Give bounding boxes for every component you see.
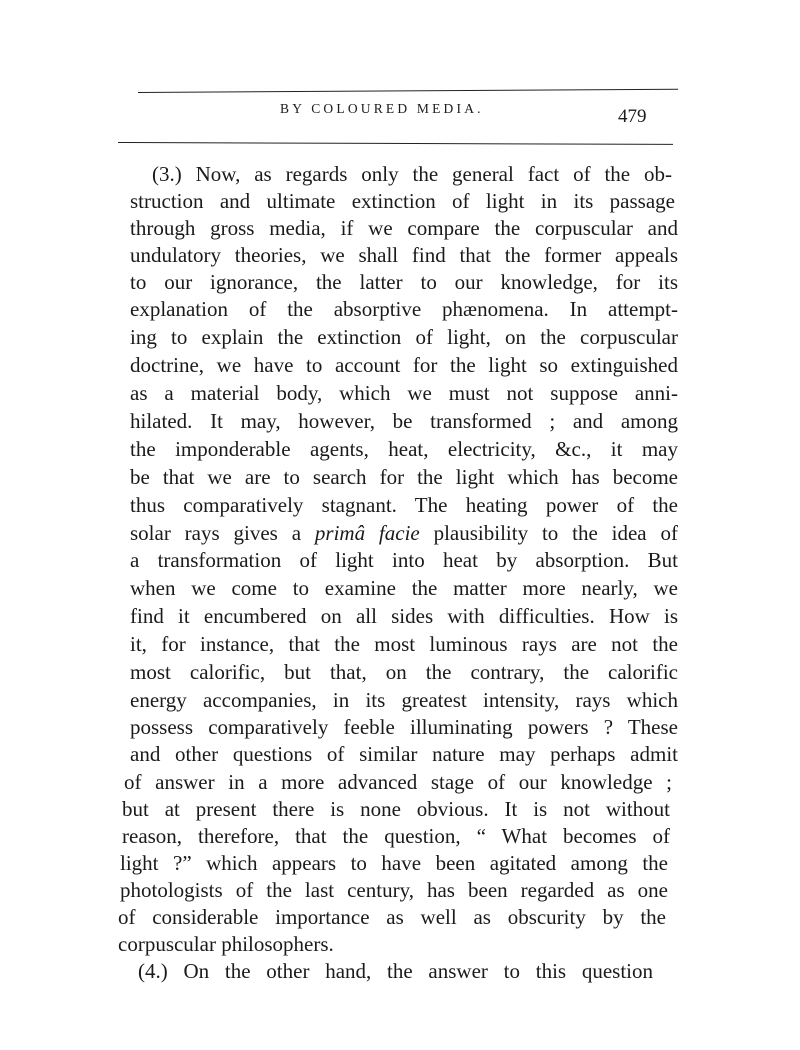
italic-phrase: primâ facie xyxy=(314,521,420,545)
text-line: of considerable importance as well as obscurity by the xyxy=(118,905,666,929)
page-number: 479 xyxy=(618,106,647,127)
text-line: be that we are to search for the light which has become xyxy=(130,465,678,489)
text-line: doctrine, we have to account for the light so extinguished xyxy=(130,353,678,377)
text-line: light ?” which appears to have been agitated among the xyxy=(120,851,668,875)
text-run: plausibility to the idea of xyxy=(419,521,678,545)
text-line: (4.) On the other hand, the answer to this question xyxy=(138,959,653,983)
text-line: and other questions of similar nature may perhaps admit xyxy=(130,742,678,766)
text-line: corpuscular philosophers. xyxy=(118,932,334,956)
text-line: possess comparatively feeble illuminating powers ? These xyxy=(130,715,678,739)
text-line: but at present there is none obvious. It is not without xyxy=(122,797,670,821)
text-line: to our ignorance, the latter to our knowledge, for its xyxy=(130,270,678,294)
text-line: undulatory theories, we shall find that the former appeals xyxy=(130,243,678,267)
text-line: photologists of the last century, has been regarded as one xyxy=(120,878,668,902)
text-line: the imponderable agents, heat, electricity, &c., it may xyxy=(130,437,678,461)
text-line: energy accompanies, in its greatest intensity, rays which xyxy=(130,688,678,712)
text-line-italic xyxy=(130,520,678,546)
text-run: solar rays gives a xyxy=(130,521,315,545)
text-line: a transformation of light into heat by absorption. But xyxy=(130,548,678,572)
text-line: ing to explain the extinction of light, on the corpuscular xyxy=(130,325,678,349)
text-line: (3.) Now, as regards only the general fact of the ob- xyxy=(152,162,672,186)
text-line: as a material body, which we must not suppose anni- xyxy=(130,381,678,405)
text-line: explanation of the absorptive phænomena. In attempt- xyxy=(130,297,678,321)
text-line: find it encumbered on all sides with difficulties. How is xyxy=(130,604,678,628)
text-line: when we come to examine the matter more nearly, we xyxy=(130,576,678,600)
text-line: most calorific, but that, on the contrary, the calorific xyxy=(130,660,678,684)
text-line: hilated. It may, however, be transformed ; and among xyxy=(130,409,678,433)
text-line: thus comparatively stagnant. The heating power of the xyxy=(130,493,678,517)
text-line: reason, therefore, that the question, “ What becomes of xyxy=(122,824,670,848)
text-line: of answer in a more advanced stage of our knowledge ; xyxy=(124,770,672,794)
text-line: it, for instance, that the most luminous rays are not the xyxy=(130,632,678,656)
text-line: through gross media, if we compare the corpuscular and xyxy=(130,216,678,240)
running-head: BY COLOURED MEDIA. xyxy=(280,101,484,116)
text-line: struction and ultimate extinction of light in its passage xyxy=(130,189,675,213)
